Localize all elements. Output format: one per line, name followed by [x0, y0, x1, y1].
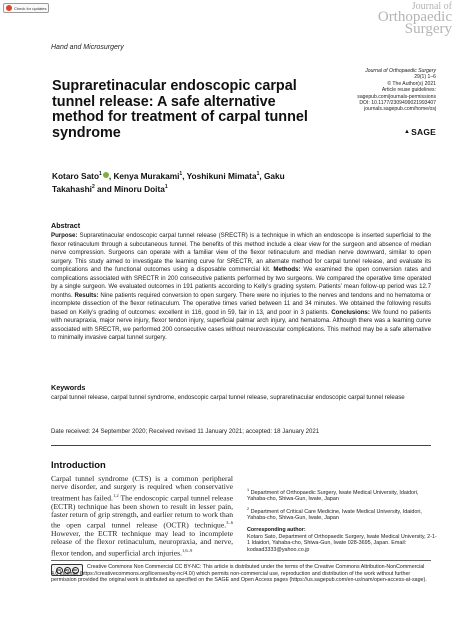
author-name[interactable]: Gaku Takahashi [52, 170, 285, 194]
sage-logo-text: SAGE [411, 127, 436, 137]
meta-home-link[interactable]: journals.sagepub.com/home/osj [364, 106, 436, 113]
affiliation-2-text: Department of Critical Care Medicine, Iwate Medical University, Idaidori, Yahaba-cho, Shiwa-Gun, Iwate, Japan [247, 508, 422, 522]
meta-copyright: © The Author(s) 2021 [387, 80, 436, 87]
author-affiliation-marker: 1 [99, 171, 102, 177]
affiliations [247, 487, 437, 525]
author-affiliation-marker: 2 [91, 183, 95, 190]
citation-3[interactable]: 1,6–9 [181, 547, 193, 553]
purpose-text: Supraretinacular endoscopic carpal tunnel release (SRECTR) is a technique in which an endoscope is inserted superficial to the flexor retinaculum through a subcutaneous tunnel. The benefits of this method include a clear view for the surgeon and absence of median nerve compression. Surgeons can operate with a familiar view of the flexor retinaculum and median nerve downward, similar to open surgery. This study aimed to investigate the learning curve for SRECTR, an alternate method for carpal tunnel release, and evaluate its complications and the functional outcomes using a disposable commercial kit. [51, 232, 431, 273]
author-affiliation-marker: 1 [179, 171, 183, 177]
author-affiliation-marker: 1 [256, 171, 260, 177]
results-text: Nine patients required conversion to open surgery. There were no injuries to the nerves and tendons and no hematoma or incomplete dissection of the flexor retinaculum. The operative times varied between 11 and 34 minutes. We obtained the following results based on Kelly’s grading of outcomes: excellent in 116, good in 59, fair in 13, and poor in 3 patients. [51, 291, 431, 316]
meta-issue: 29(1) 1–6 [414, 74, 436, 81]
conclusions-text: We found no patients with neurapraxia, major nerve injury, flexor tendon injury, superficial palmar arch injury, and hematoma. Although there was a learning curve associated with SRECTR, we performed 200 consecutive cases without neurovascular complications. This method may be a safe alternative to minimally invasive carpal tunnel surgery. [51, 308, 431, 341]
author-separator: , [259, 170, 264, 181]
masthead-line-2: Orthopaedic [377, 9, 452, 26]
author-affiliation-marker: 1 [164, 183, 168, 190]
conclusions-label: Conclusions: [331, 308, 370, 316]
intro-sentence-1: Carpal tunnel syndrome (CTS) is a common peripheral nerve disorder, and surgery is required when conservative treatment has failed. [51, 474, 233, 503]
affiliation-1-marker: 1 [247, 488, 250, 492]
corresponding-author [247, 527, 437, 553]
meta-reuse: Article reuse guidelines: [381, 87, 436, 94]
author-name[interactable]: Minoru Doita [114, 183, 165, 194]
masthead-line-3: Surgery [404, 21, 452, 38]
article-title: Supraretinacular endoscopic carpal tunnel release: A safe alternative method for treatment of carpal tunnel syndrome [52, 78, 308, 141]
section-divider [51, 445, 431, 446]
check-for-updates-label: Check for updates [14, 5, 47, 11]
methods-label: Methods: [273, 266, 301, 273]
abstract-section [51, 221, 431, 343]
masthead-line-1: Journal of [411, 1, 452, 12]
sage-mark-icon: ▲ [403, 129, 411, 135]
check-for-updates-button[interactable] [3, 3, 49, 13]
license-text: Creative Commons Non Commercial CC BY-NC: This article is distributed under the terms of the Creative Commons Attribution-NonCommercial 4.0 License (https://creativecommons.org/licenses/by-nc/4.0/) which permits non-commercial use, reproduction and distribution of the work without further permission provided the original work is attributed as specified on the SAGE and Open Access pages (https://us.sagepub.com/en-us/nam/open-access-at-sage). [51, 564, 427, 584]
author-list [52, 169, 314, 195]
affiliation-1 [247, 487, 437, 503]
author-separator: and [94, 183, 115, 194]
keywords-heading: Keywords [51, 383, 86, 392]
results-label: Results: [74, 291, 99, 299]
update-icon [6, 5, 12, 11]
journal-masthead [378, 3, 452, 36]
methods-text: We examined the open conversion rates and complications associated with SRECTR in 200 consecutive patients performed by two surgeons. We compared the operative time operated by a single surgeon. We evaluated outcomes in 191 patients according to Kelly’s grading system. Patients’ mean follow-up period was 12.7 months. [51, 266, 432, 299]
abstract-text [51, 232, 431, 343]
section-label: Hand and Microsurgery [51, 44, 124, 51]
keywords-text: carpal tunnel release, carpal tunnel syndrome, endoscopic carpal tunnel release, supraretinacular endoscopic carpal tunnel release [51, 394, 405, 401]
article-meta [357, 68, 436, 113]
author-name[interactable]: Kotaro Sato [52, 170, 100, 181]
purpose-label: Purpose: [51, 232, 78, 239]
cc-icon: cc [56, 567, 62, 572]
nc-icon: nc [72, 567, 78, 572]
intro-sentence-3: However, the ECTR technique may lead to incomplete release of the flexor retinaculum, neuropraxia, and nerve, flexor tendon, and superficial arch injuries. [51, 529, 233, 558]
author-separator: , [182, 170, 187, 181]
citation-1[interactable]: 1,2 [112, 492, 119, 498]
corresponding-author-heading: Corresponding author: [247, 527, 306, 533]
citation-2[interactable]: 3–6 [226, 520, 233, 526]
affiliation-2 [247, 506, 437, 522]
intro-sentence-2: The endoscopic carpal tunnel release (ECTR) technique has been shown to result in lesser pain, faster return of grip strength, and earlier return to work than the open carpal tunnel release (OCTR) technique. [51, 493, 233, 530]
author-name[interactable]: Yoshikuni Mimata [186, 170, 257, 181]
affiliation-1-text: Department of Orthopaedic Surgery, Iwate Medical University, Idaidori, Yahaba-cho, Shiwa-Gun, Iwate, Japan [247, 489, 419, 503]
corresponding-author-text: Kotaro Sato, Department of Orthopaedic Surgery, Iwate Medical University, 2-1-1 Idaidori, Yahaba-cho, Shiwa-Gun, Iwate 028-3695, Japan. Email: kodsad3333@yahoo.co.jp [247, 533, 437, 553]
footer-divider [51, 560, 431, 561]
abstract-heading: Abstract [51, 221, 81, 230]
author-name[interactable]: Kenya Murakami [113, 170, 180, 181]
meta-journal: Journal of Orthopaedic Surgery [365, 68, 436, 74]
introduction-heading: Introduction [51, 459, 106, 470]
meta-permissions-link[interactable]: sagepub.com/journals-permissions [357, 93, 436, 100]
author-separator: , [108, 170, 114, 181]
introduction-text [51, 475, 233, 558]
article-dates: Date received: 24 September 2020; Received revised 11 January 2021; accepted: 18 January 2021 [51, 428, 320, 435]
meta-doi-link[interactable]: DOI: 10.1177/2309499021993407 [359, 100, 436, 107]
sage-logo [404, 127, 436, 137]
affiliation-2-marker: 2 [247, 506, 250, 511]
keywords-section [51, 383, 431, 403]
by-icon: by [64, 567, 70, 572]
